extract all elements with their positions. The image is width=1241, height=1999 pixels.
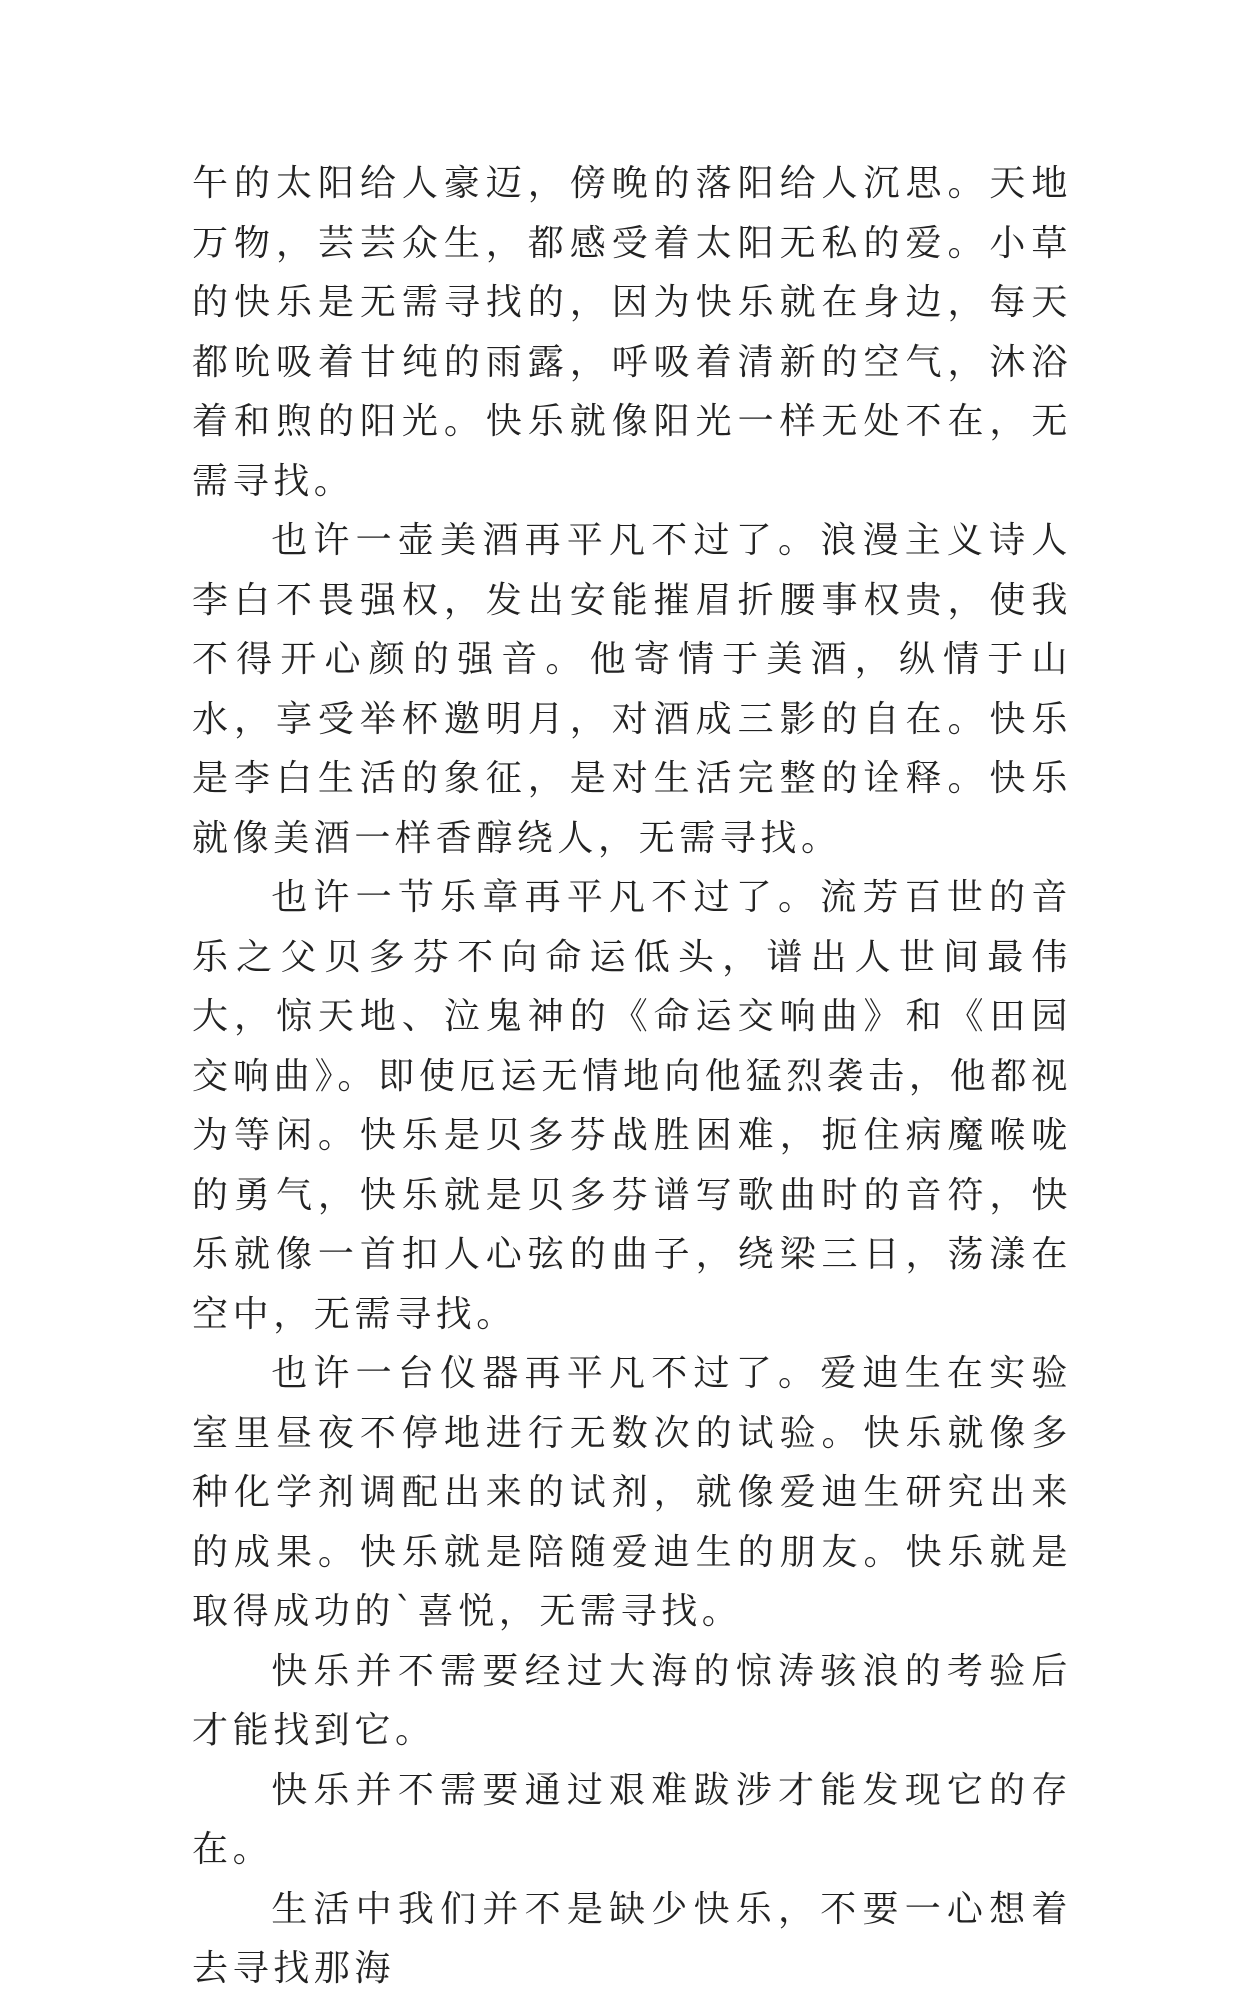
paragraph-7: 生活中我们并不是缺少快乐，不要一心想着去寻找那海 — [192, 1888, 1072, 1989]
paragraph-5: 快乐并不需要经过大海的惊涛骇浪的考验后才能找到它。 — [192, 1650, 1072, 1751]
paragraph-2: 也许一壶美酒再平凡不过了。浪漫主义诗人李白不畏强权，发出安能摧眉折腰事权贵，使我不得开心颜的强音。他寄情于美酒，纵情于山水，享受举杯邀明月，对酒成三影的自在。快乐是李白生活的象征，是对生活完整的诠释。快乐就像美酒一样香醇绕人，无需寻找。 — [192, 520, 1072, 859]
essay-text-body — [192, 154, 1072, 1999]
paragraph-3: 也许一节乐章再平凡不过了。流芳百世的音乐之父贝多芬不向命运低头，谱出人世间最伟大，惊天地、泣鬼神的《命运交响曲》和《田园交响曲》。即使厄运无情地向他猛烈袭击，他都视为等闲。快乐是贝多芬战胜困难，扼住病魔喉咙的勇气，快乐就是贝多芬谱写歌曲时的音符，快乐就像一首扣人心弦的曲子，绕梁三日，荡漾在空中，无需寻找。 — [192, 877, 1072, 1335]
paragraph-6: 快乐并不需要通过艰难跋涉才能发现它的存在。 — [192, 1769, 1072, 1870]
paragraph-4: 也许一台仪器再平凡不过了。爱迪生在实验室里昼夜不停地进行无数次的试验。快乐就像多种化学剂调配出来的试剂，就像爱迪生研究出来的成果。快乐就是陪随爱迪生的朋友。快乐就是取得成功的`喜悦，无需寻找。 — [192, 1353, 1072, 1632]
paragraph-1: 午的太阳给人豪迈，傍晚的落阳给人沉思。天地万物，芸芸众生，都感受着太阳无私的爱。小草的快乐是无需寻找的，因为快乐就在身边，每天都吮吸着甘纯的雨露，呼吸着清新的空气，沐浴着和煦的阳光。快乐就像阳光一样无处不在，无需寻找。 — [192, 163, 1072, 502]
